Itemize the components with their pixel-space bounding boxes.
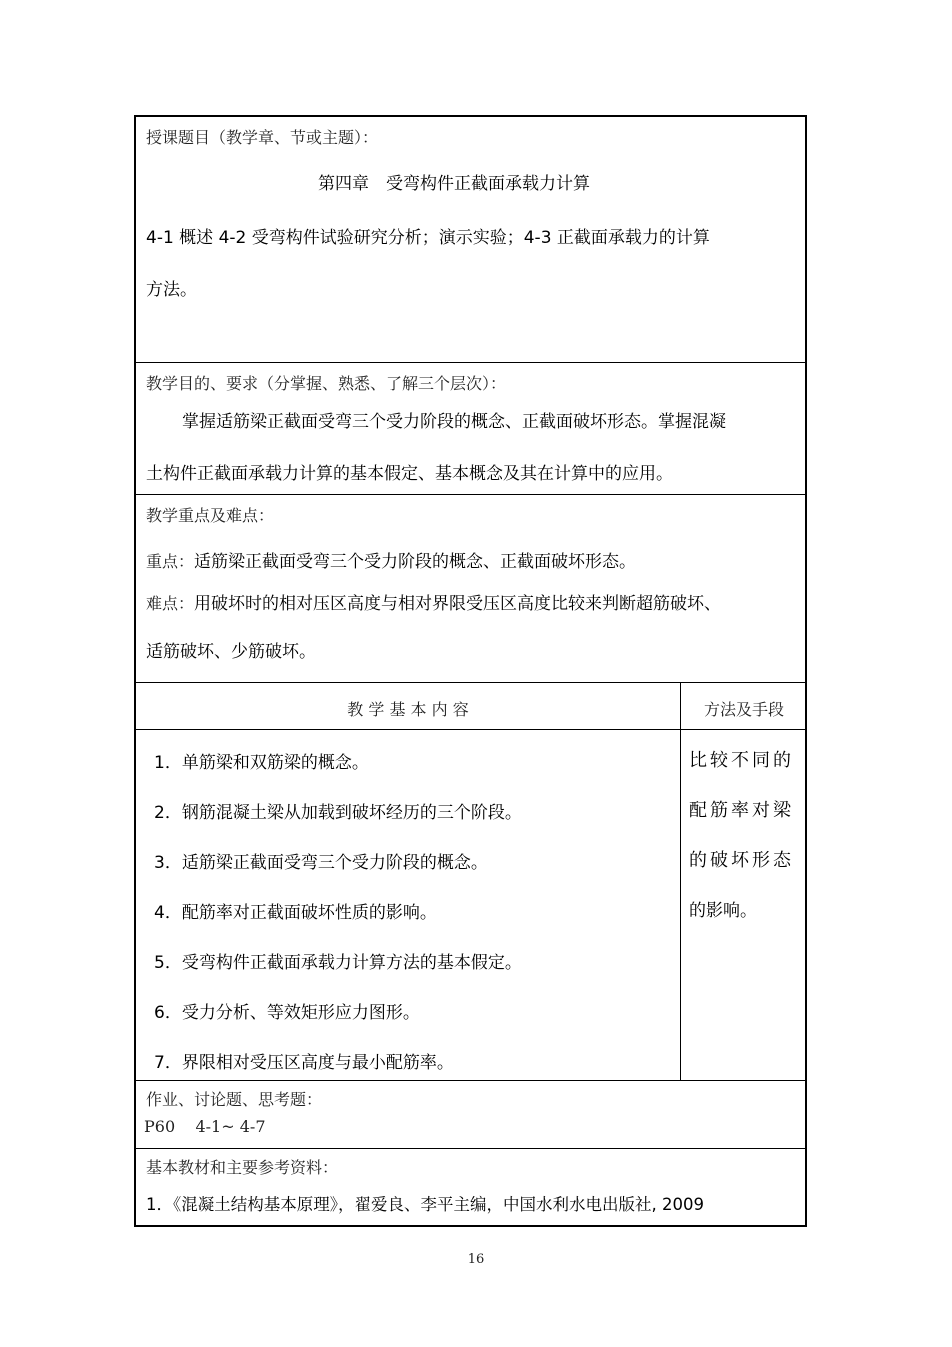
hard-point-prefix: 难点： [146,594,195,613]
goals-line-1: 掌握适筋梁正截面受弯三个受力阶段的概念、正截面破坏形态。掌握混凝 [182,412,726,432]
method-line: 比较不同的 [689,750,794,771]
content-item: 2．钢筋混凝土梁从加载到破坏经历的三个阶段。 [154,803,522,823]
column-divider [680,683,681,1080]
topic-label: 授课题目（教学章、节或主题）： [146,128,379,147]
hard-point-line [146,589,721,614]
hard-point-text: 用破坏时的相对压区高度与相对界限受压区高度比较来判断超筋破坏、 [194,594,722,614]
goals-label: 教学目的、要求（分掌握、熟悉、了解三个层次）： [146,374,507,393]
keypoints-label: 教学重点及难点： [146,506,275,525]
homework-text: P60 4-1~ 4-7 [144,1117,266,1136]
homework-section [136,1081,805,1149]
goals-line-2: 土构件正截面承载力计算的基本假定、基本概念及其在计算中的应用。 [146,464,673,484]
content-item: 5．受弯构件正截面承载力计算方法的基本假定。 [154,953,522,973]
topic-section [136,117,805,363]
header-divider [136,729,805,730]
chapter-title: 第四章 受弯构件正截面承载力计算 [318,174,590,194]
content-item: 7．界限相对受压区高度与最小配筋率。 [154,1053,454,1073]
references-section [136,1149,805,1225]
content-item: 3．适筋梁正截面受弯三个受力阶段的概念。 [154,853,488,873]
page-number: 16 [467,1252,485,1267]
references-label: 基本教材和主要参考资料： [146,1158,339,1177]
method-line: 配筋率对梁 [689,800,794,821]
keypoints-section [136,495,805,683]
key-point-text: 适筋梁正截面受弯三个受力阶段的概念、正截面破坏形态。 [194,552,637,572]
method-line: 的破坏形态 [689,850,794,871]
content-section [136,683,805,1081]
topic-line-2: 方法。 [146,280,197,300]
content-item: 1．单筋梁和双筋梁的概念。 [154,753,369,773]
key-point-line [146,547,636,572]
reference-item: 1．《混凝土结构基本原理》，翟爱良、李平主编，中国水利水电出版社, 2009 [146,1195,704,1214]
goals-section [136,363,805,495]
hard-point-line-2: 适筋破坏、少筋破坏。 [146,642,316,662]
content-header: 教 学 基 本 内 容 [347,700,469,719]
method-header: 方法及手段 [703,700,784,719]
key-point-prefix: 重点： [146,552,195,571]
content-item: 4．配筋率对正截面破坏性质的影响。 [154,903,437,923]
method-line: 的影响。 [689,901,757,921]
homework-label: 作业、讨论题、思考题： [146,1090,323,1109]
content-item: 6．受力分析、等效矩形应力图形。 [154,1003,420,1023]
lesson-plan-table [134,115,807,1227]
topic-line-1: 4-1 概述 4-2 受弯构件试验研究分析；演示实验；4-3 正截面承载力的计算 [146,228,710,248]
